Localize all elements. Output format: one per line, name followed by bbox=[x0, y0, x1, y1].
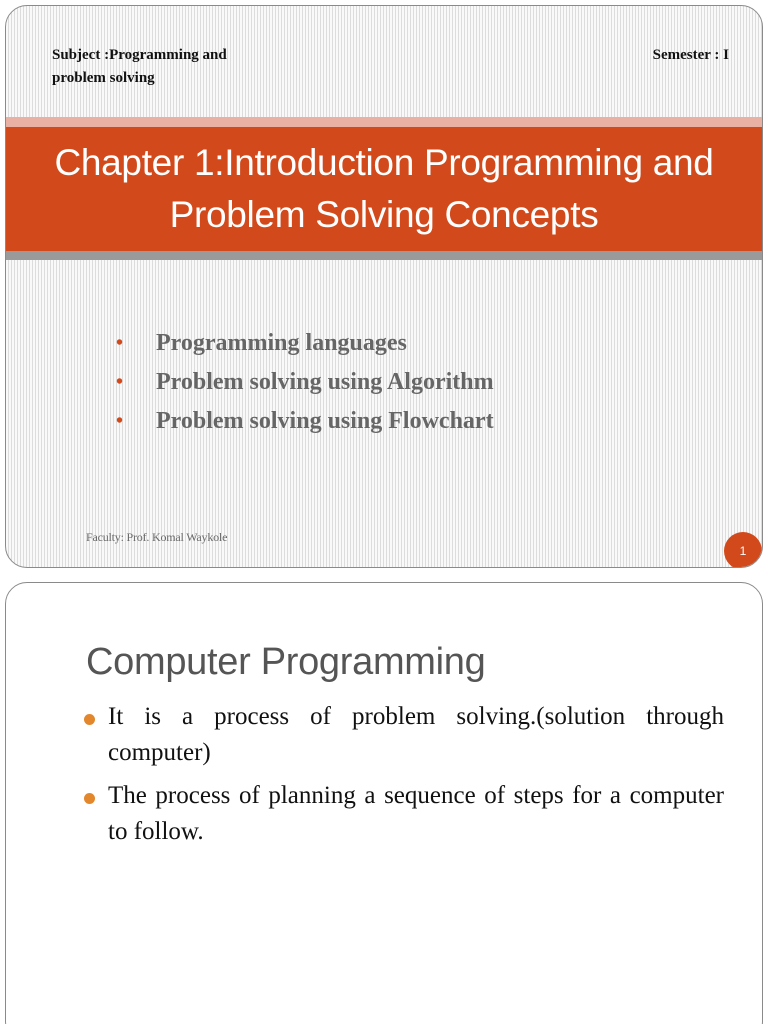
content-list bbox=[84, 699, 724, 857]
title-band-bottom-stripe bbox=[6, 251, 762, 260]
content-item bbox=[84, 778, 724, 850]
title-band-top-stripe bbox=[6, 117, 762, 127]
faculty-label: Faculty: Prof. Komal Waykole bbox=[86, 530, 228, 544]
bullet-icon: • bbox=[116, 371, 124, 393]
topic-item-label: Programming languages bbox=[156, 330, 407, 356]
semester-label: Semester : I bbox=[652, 47, 729, 63]
content-item-text: It is a process of problem solving.(solution through computer) bbox=[108, 703, 724, 766]
content-item bbox=[84, 699, 724, 771]
bullet-icon bbox=[84, 714, 95, 725]
bullet-icon: • bbox=[116, 332, 124, 354]
page-number-badge: 1 bbox=[724, 532, 762, 568]
bullet-icon: • bbox=[116, 410, 124, 432]
slide-2 bbox=[5, 582, 763, 1024]
content-item-text: The process of planning a sequence of steps for a computer to follow. bbox=[108, 782, 724, 845]
subject-label: Subject :Programming and problem solving bbox=[52, 47, 227, 86]
topic-item-label: Problem solving using Algorithm bbox=[156, 369, 494, 395]
slide-1 bbox=[5, 5, 763, 568]
slide-title: Chapter 1:Introduction Programming and Problem Solving Concepts bbox=[54, 142, 714, 235]
topic-item-label: Problem solving using Flowchart bbox=[156, 408, 494, 434]
topic-item bbox=[114, 402, 494, 441]
bullet-icon bbox=[84, 793, 95, 804]
topic-item bbox=[114, 324, 494, 363]
slide-heading: Computer Programming bbox=[86, 641, 486, 683]
topic-list bbox=[114, 324, 494, 441]
topic-item bbox=[114, 363, 494, 402]
title-band bbox=[6, 127, 762, 251]
